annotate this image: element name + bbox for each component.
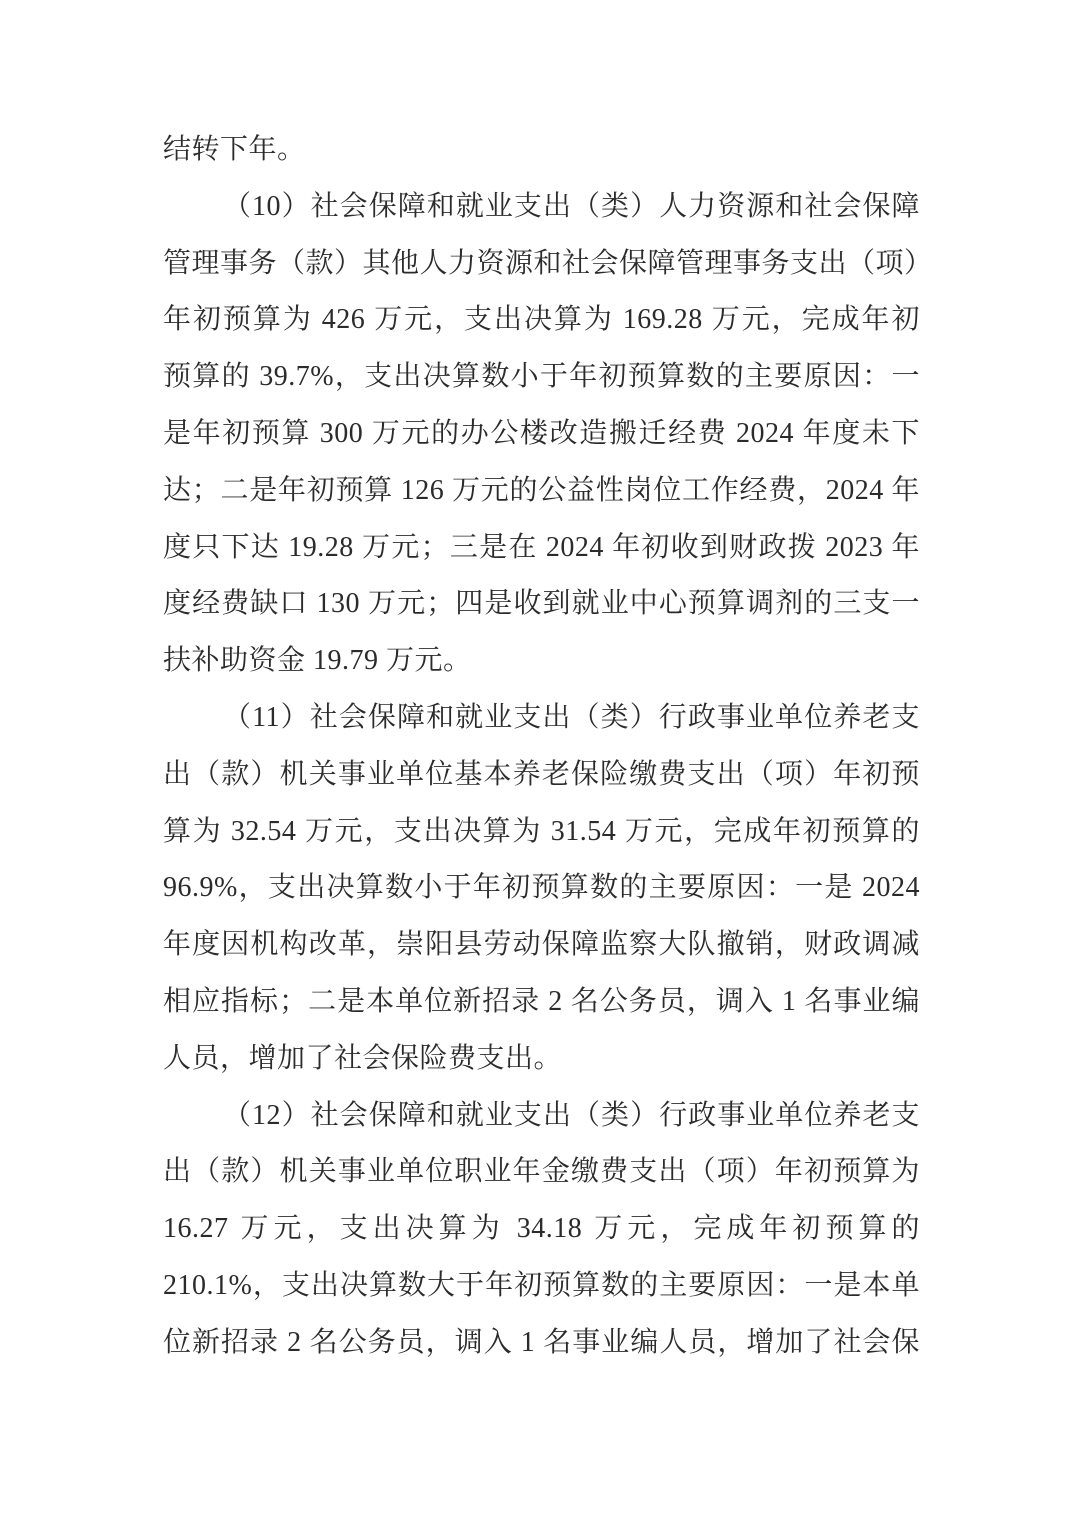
text-line: 210.1%，支出决算数大于年初预算数的主要原因：一是本单 (163, 1269, 920, 1301)
text-line: 位新招录 2 名公务员，调入 1 名事业编人员，增加了社会保 (163, 1326, 920, 1358)
text-line: 相应指标；二是本单位新招录 2 名公务员，调入 1 名事业编 (163, 985, 920, 1017)
text-line: 出（款）机关事业单位职业年金缴费支出（项）年初预算为 (163, 1156, 920, 1188)
text-line: 算为 32.54 万元，支出决算为 31.54 万元，完成年初预算的 (163, 815, 920, 847)
text-line: （12）社会保障和就业支出（类）行政事业单位养老支 (223, 1099, 920, 1131)
text-line: 扶补助资金 19.79 万元。 (163, 645, 472, 677)
text-line: 年度因机构改革，崇阳县劳动保障监察大队撤销，财政调减 (163, 929, 920, 961)
text-line: 度只下达 19.28 万元；三是在 2024 年初收到财政拨 2023 年 (163, 531, 920, 563)
text-line: 人员，增加了社会保险费支出。 (163, 1042, 563, 1074)
text-line: 是年初预算 300 万元的办公楼改造搬迁经费 2024 年度未下 (163, 417, 920, 449)
text-line: （10）社会保障和就业支出（类）人力资源和社会保障 (223, 190, 920, 222)
text-line: 年初预算为 426 万元，支出决算为 169.28 万元，完成年初 (163, 304, 920, 336)
text-line: 管理事务（款）其他人力资源和社会保障管理事务支出（项） (163, 247, 933, 279)
document-body-text (163, 122, 933, 1372)
text-line: 96.9%，支出决算数小于年初预算数的主要原因：一是 2024 (163, 872, 920, 904)
text-line: （11）社会保障和就业支出（类）行政事业单位养老支 (223, 701, 920, 733)
text-line: 预算的 39.7%，支出决算数小于年初预算数的主要原因：一 (163, 361, 920, 393)
text-line: 结转下年。 (163, 134, 306, 165)
text-line: 度经费缺口 130 万元；四是收到就业中心预算调剂的三支一 (163, 588, 920, 620)
text-line: 16.27 万元，支出决算为 34.18 万元，完成年初预算的 (163, 1213, 920, 1245)
text-line: 达；二是年初预算 126 万元的公益性岗位工作经费，2024 年 (163, 474, 920, 506)
text-line: 出（款）机关事业单位基本养老保险缴费支出（项）年初预 (163, 758, 920, 790)
